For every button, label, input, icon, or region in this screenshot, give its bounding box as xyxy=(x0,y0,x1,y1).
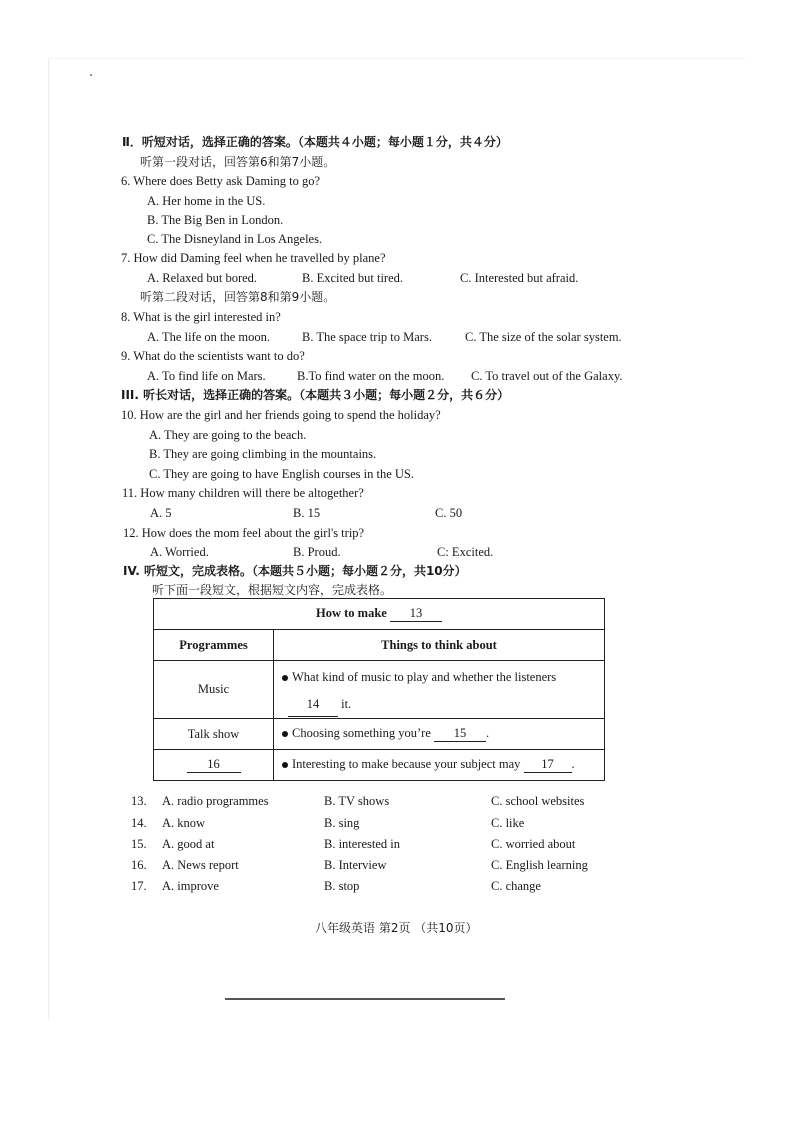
opt-17-b: B. stop xyxy=(324,879,360,893)
q6-option-b: B. The Big Ben in London. xyxy=(147,213,284,227)
q9-option-a: A. To find life on Mars. xyxy=(147,369,266,383)
q6-option-c: C. The Disneyland in Los Angeles. xyxy=(147,232,323,246)
q7-option-a: A. Relaxed but bored. xyxy=(147,271,258,285)
row-music-tail: it. xyxy=(341,696,352,711)
row-label-music: Music xyxy=(154,661,274,719)
opt-13-c: C. school websites xyxy=(491,794,585,808)
q9-option-b: B.To find water on the moon. xyxy=(297,369,445,383)
opt-14-num: 14. xyxy=(131,816,147,830)
q11-stem: 11. How many children will there be altogether? xyxy=(122,486,364,500)
opt-16-num: 16. xyxy=(131,858,147,872)
q9-stem: 9. What do the scientists want to do? xyxy=(121,349,305,363)
opt-13-a: A. radio programmes xyxy=(162,794,269,808)
opt-17-c: C. change xyxy=(491,879,541,893)
bullet-icon xyxy=(282,731,288,737)
q6-stem: 6. Where does Betty ask Daming to go? xyxy=(121,174,321,188)
section-2-heading: Ⅱ．听短对话，选择正确的答案。（本题共４小题；每小题１分，共４分） xyxy=(122,135,508,149)
q10-option-c: C. They are going to have English courses in the US. xyxy=(149,467,415,481)
q7-option-b: B. Excited but tired. xyxy=(302,271,404,285)
q12-stem: 12. How does the mom feel about the girl's trip? xyxy=(123,526,365,540)
opt-13-num: 13. xyxy=(131,794,147,808)
row-talk-show-tail: . xyxy=(486,726,490,740)
q7-option-c: C. Interested but afraid. xyxy=(460,271,579,285)
opt-17-num: 17. xyxy=(131,879,147,893)
row-label-talk-show: Talk show xyxy=(154,719,274,750)
row-talk-show-content xyxy=(274,719,605,750)
q9-option-c: C. To travel out of the Galaxy. xyxy=(471,369,623,383)
blank-13: 13 xyxy=(390,606,442,622)
bullet-icon xyxy=(282,762,288,768)
table-title: How to make 13 xyxy=(154,599,605,630)
bottom-rule xyxy=(225,998,505,1000)
q11-option-c: C. 50 xyxy=(435,506,463,520)
q8-stem: 8. What is the girl interested in? xyxy=(121,310,281,324)
row-third-tail: . xyxy=(571,757,575,771)
q10-option-a: A. They are going to the beach. xyxy=(149,428,307,442)
q10-stem: 10. How are the girl and her friends going to spend the holiday? xyxy=(121,408,441,422)
section-4-note: 听下面一段短文，根据短文内容，完成表格。 xyxy=(152,583,393,597)
section-2-note-1: 听第一段对话，回答第6和第7小题。 xyxy=(140,155,336,169)
section-3-heading: III. 听长对话，选择正确的答案。（本题共３小题；每小题２分，共６分） xyxy=(121,388,510,402)
column-header-programmes: Programmes xyxy=(154,630,274,661)
row-label-blank xyxy=(154,750,274,781)
q12-option-c: C: Excited. xyxy=(437,545,494,559)
blank-17: 17 xyxy=(524,757,572,773)
section-4-heading: IV. 听短文，完成表格。（本题共５小题；每小题２分，共10分） xyxy=(123,564,467,578)
opt-14-a: A. know xyxy=(162,816,206,830)
opt-16-b: B. Interview xyxy=(324,858,387,872)
q6-option-a: A. Her home in the US. xyxy=(147,194,266,208)
row-third-content xyxy=(274,750,605,781)
q7-stem: 7. How did Daming feel when he travelled by plane? xyxy=(121,251,386,265)
q10-option-b: B. They are going climbing in the mountains. xyxy=(149,447,377,461)
opt-15-num: 15. xyxy=(131,837,147,851)
row-talk-show-text: Choosing something you’re xyxy=(292,726,431,740)
scan-speck xyxy=(90,74,92,76)
opt-15-b: B. interested in xyxy=(324,837,401,851)
q8-option-a: A. The life on the moon. xyxy=(147,330,271,344)
q11-option-b: B. 15 xyxy=(293,506,321,520)
section-2-note-2: 听第二段对话，回答第8和第9小题。 xyxy=(140,290,336,304)
q12-option-b: B. Proud. xyxy=(293,545,341,559)
opt-14-b: B. sing xyxy=(324,816,360,830)
column-header-things: Things to think about xyxy=(274,630,605,661)
blank-16: 16 xyxy=(187,757,241,773)
opt-16-c: C. English learning xyxy=(491,858,588,872)
listening-table xyxy=(153,598,605,781)
q8-option-c: C. The size of the solar system. xyxy=(465,330,622,344)
row-third-text: Interesting to make because your subject may xyxy=(292,757,521,771)
opt-14-c: C. like xyxy=(491,816,525,830)
opt-15-c: C. worried about xyxy=(491,837,576,851)
opt-16-a: A. News report xyxy=(162,858,239,872)
q11-option-a: A. 5 xyxy=(150,506,172,520)
opt-13-b: B. TV shows xyxy=(324,794,390,808)
bullet-icon xyxy=(282,675,288,681)
opt-17-a: A. improve xyxy=(162,879,219,893)
blank-14: 14 xyxy=(288,692,338,717)
row-music-content xyxy=(274,661,605,719)
row-music-text: What kind of music to play and whether the listeners xyxy=(292,669,557,684)
opt-15-a: A. good at xyxy=(162,837,215,851)
blank-15: 15 xyxy=(434,726,486,742)
q8-option-b: B. The space trip to Mars. xyxy=(302,330,432,344)
page-footer: 八年级英语 第2页 （共10页） xyxy=(315,921,478,935)
q12-option-a: A. Worried. xyxy=(150,545,209,559)
